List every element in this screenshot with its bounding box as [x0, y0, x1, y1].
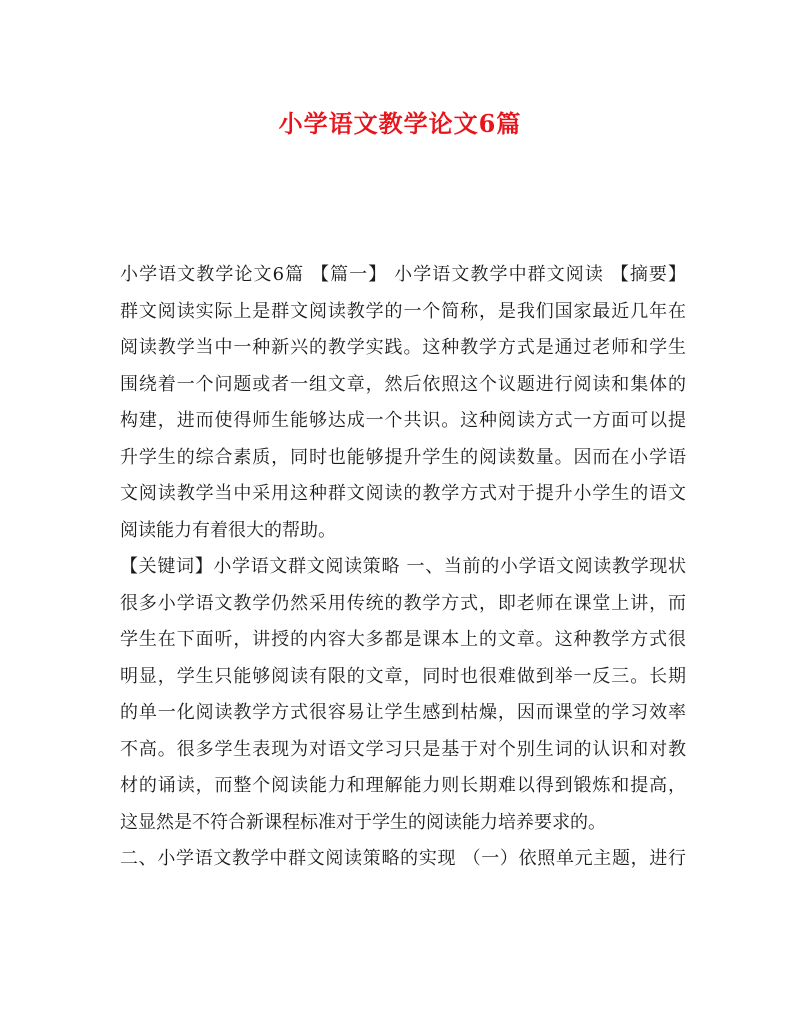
text-line: 小学语文教学论文6篇 【篇一】 小学语文教学中群文阅读 【摘要】	[120, 264, 686, 285]
text-line: 升学生的综合素质，同时也能够提升学生的阅读数量。因而在小学语	[120, 446, 686, 468]
text-line: 材的诵读，而整个阅读能力和理解能力则长期难以得到锻炼和提高，	[120, 775, 686, 796]
text-line: 的单一化阅读教学方式很容易让学生感到枯燥，因而课堂的学习效率	[120, 702, 686, 723]
text-line: 二、小学语文教学中群文阅读策略的实现 （一）依照单元主题，进行	[120, 848, 686, 869]
text-line: 构建，进而使得师生能够达成一个共识。这种阅读方式一方面可以提	[120, 410, 686, 431]
text-line: 围绕着一个问题或者一组文章，然后依照这个议题进行阅读和集体的	[120, 373, 686, 395]
text-line: 【关键词】小学语文群文阅读策略 一、当前的小学语文阅读教学现状	[120, 556, 686, 577]
text-line: 阅读教学当中一种新兴的教学实践。这种教学方式是通过老师和学生	[120, 337, 686, 358]
text-line: 群文阅读实际上是群文阅读教学的一个简称，是我们国家最近几年在	[120, 300, 686, 322]
document-body	[120, 257, 686, 878]
text-line: 明显，学生只能够阅读有限的文章，同时也很难做到举一反三。长期	[120, 665, 686, 687]
text-line: 不高。很多学生表现为对语文学习只是基于对个别生词的认识和对教	[120, 738, 686, 760]
text-line: 文阅读教学当中采用这种群文阅读的教学方式对于提升小学生的语文	[120, 483, 686, 504]
text-line: 这显然是不符合新课程标准对于学生的阅读能力培养要求的。	[120, 811, 606, 833]
document-title: 小学语文教学论文6篇	[278, 109, 522, 138]
text-line: 学生在下面听，讲授的内容大多都是课本上的文章。这种教学方式很	[120, 629, 686, 650]
text-line: 阅读能力有着很大的帮助。	[120, 519, 336, 541]
text-line: 很多小学语文教学仍然采用传统的教学方式，即老师在课堂上讲，而	[120, 592, 686, 614]
